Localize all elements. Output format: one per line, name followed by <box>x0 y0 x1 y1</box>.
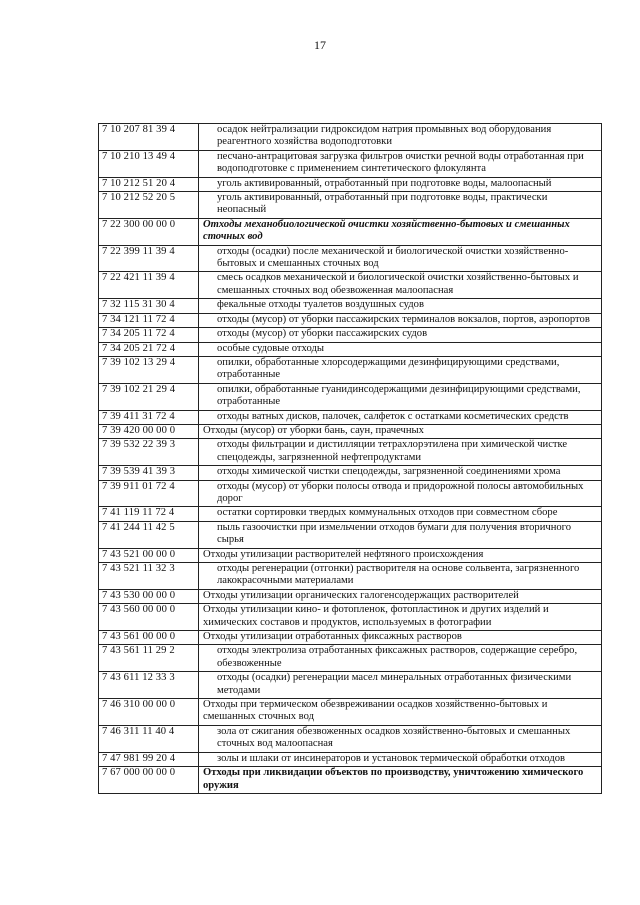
waste-code-cell: 7 39 911 01 72 4 <box>99 480 199 507</box>
waste-description-cell: пыль газоочистки при измельчении отходов бумаги для получения вторичного сырья <box>199 521 602 548</box>
waste-code-cell: 7 47 981 99 20 4 <box>99 752 199 766</box>
waste-code-cell: 7 39 539 41 39 3 <box>99 466 199 480</box>
table-body <box>99 124 602 794</box>
waste-codes-table <box>98 123 602 794</box>
waste-description-cell: Отходы механобиологической очистки хозяйственно-бытовых и смешанных сточных вод <box>199 218 602 245</box>
waste-code-cell: 7 41 244 11 42 5 <box>99 521 199 548</box>
waste-code-cell: 7 39 532 22 39 3 <box>99 439 199 466</box>
waste-description-cell: отходы (мусор) от уборки пассажирских судов <box>199 328 602 342</box>
table-row <box>99 192 602 219</box>
waste-description-cell: фекальные отходы туалетов воздушных судов <box>199 299 602 313</box>
waste-code-cell: 7 43 561 00 00 0 <box>99 631 199 645</box>
table-row <box>99 272 602 299</box>
waste-code-cell: 7 32 115 31 30 4 <box>99 299 199 313</box>
table-row <box>99 672 602 699</box>
waste-code-cell: 7 43 560 00 00 0 <box>99 604 199 631</box>
waste-code-cell: 7 43 521 11 32 3 <box>99 563 199 590</box>
waste-description-cell: Отходы (мусор) от уборки бань, саун, прачечных <box>199 424 602 438</box>
waste-description-cell: Отходы утилизации кино- и фотопленок, фотопластинок и других изделий и химических составов и продуктов, используемых в фотографии <box>199 604 602 631</box>
table-row <box>99 124 602 151</box>
waste-code-cell: 7 10 210 13 49 4 <box>99 150 199 177</box>
waste-code-cell: 7 41 119 11 72 4 <box>99 507 199 521</box>
waste-code-cell: 7 39 420 00 00 0 <box>99 424 199 438</box>
waste-code-cell: 7 43 611 12 33 3 <box>99 672 199 699</box>
table-row <box>99 328 602 342</box>
waste-code-cell: 7 39 102 13 29 4 <box>99 356 199 383</box>
waste-description-cell: песчано-антрацитовая загрузка фильтров очистки речной воды отработанная при водоподготовке с применением синтетического флокулянта <box>199 150 602 177</box>
waste-code-cell: 7 43 530 00 00 0 <box>99 589 199 603</box>
table-row <box>99 313 602 327</box>
waste-code-cell: 7 39 411 31 72 4 <box>99 410 199 424</box>
waste-description-cell: зола от сжигания обезвоженных осадков хозяйственно-бытовых и смешанных сточных вод малоопасная <box>199 725 602 752</box>
waste-description-cell: особые судовые отходы <box>199 342 602 356</box>
table-row <box>99 150 602 177</box>
table-row <box>99 218 602 245</box>
waste-code-cell: 7 43 521 00 00 0 <box>99 548 199 562</box>
table-row <box>99 521 602 548</box>
table-row <box>99 177 602 191</box>
table-row <box>99 604 602 631</box>
table-row <box>99 383 602 410</box>
waste-description-cell: отходы (осадки) регенерации масел минеральных отработанных физическими методами <box>199 672 602 699</box>
table-row <box>99 342 602 356</box>
table-row <box>99 645 602 672</box>
waste-description-cell: отходы (осадки) после механической и биологической очистки хозяйственно-бытовых и смешанных сточных вод <box>199 245 602 272</box>
table-row <box>99 563 602 590</box>
table-row <box>99 424 602 438</box>
table-row <box>99 245 602 272</box>
waste-code-cell: 7 34 205 21 72 4 <box>99 342 199 356</box>
waste-code-cell: 7 46 310 00 00 0 <box>99 699 199 726</box>
waste-code-cell: 7 10 207 81 39 4 <box>99 124 199 151</box>
table-row <box>99 410 602 424</box>
waste-code-cell: 7 43 561 11 29 2 <box>99 645 199 672</box>
table-row <box>99 299 602 313</box>
waste-code-cell: 7 46 311 11 40 4 <box>99 725 199 752</box>
table-row <box>99 480 602 507</box>
table-row <box>99 725 602 752</box>
waste-code-cell: 7 34 121 11 72 4 <box>99 313 199 327</box>
table-row <box>99 589 602 603</box>
waste-description-cell: уголь активированный, отработанный при подготовке воды, малоопасный <box>199 177 602 191</box>
table-row <box>99 699 602 726</box>
table-row <box>99 548 602 562</box>
waste-description-cell: золы и шлаки от инсинераторов и установок термической обработки отходов <box>199 752 602 766</box>
page-number: 17 <box>314 38 326 52</box>
waste-description-cell: отходы ватных дисков, палочек, салфеток с остатками косметических средств <box>199 410 602 424</box>
waste-description-cell: уголь активированный, отработанный при подготовке воды, практически неопасный <box>199 192 602 219</box>
waste-code-cell: 7 22 300 00 00 0 <box>99 218 199 245</box>
waste-description-cell: остатки сортировки твердых коммунальных отходов при совместном сборе <box>199 507 602 521</box>
waste-code-cell: 7 22 399 11 39 4 <box>99 245 199 272</box>
waste-description-cell: Отходы утилизации растворителей нефтяного происхождения <box>199 548 602 562</box>
waste-description-cell: отходы регенерации (отгонки) растворителя на основе сольвента, загрязненного лакокрасочными материалами <box>199 563 602 590</box>
waste-description-cell: опилки, обработанные хлорсодержащими дезинфицирующими средствами, отработанные <box>199 356 602 383</box>
waste-description-cell: отходы (мусор) от уборки полосы отвода и придорожной полосы автомобильных дорог <box>199 480 602 507</box>
waste-code-cell: 7 67 000 00 00 0 <box>99 767 199 794</box>
waste-code-cell: 7 22 421 11 39 4 <box>99 272 199 299</box>
waste-code-cell: 7 10 212 52 20 5 <box>99 192 199 219</box>
table-row <box>99 631 602 645</box>
waste-description-cell: отходы электролиза отработанных фиксажных растворов, содержащие серебро, обезвоженные <box>199 645 602 672</box>
waste-description-cell: Отходы утилизации органических галогенсодержащих растворителей <box>199 589 602 603</box>
waste-description-cell: Отходы при ликвидации объектов по производству, уничтожению химического оружия <box>199 767 602 794</box>
table-row <box>99 466 602 480</box>
waste-description-cell: отходы (мусор) от уборки пассажирских терминалов вокзалов, портов, аэропортов <box>199 313 602 327</box>
waste-description-cell: Отходы утилизации отработанных фиксажных растворов <box>199 631 602 645</box>
waste-description-cell: отходы химической чистки спецодежды, загрязненной соединениями хрома <box>199 466 602 480</box>
table-row <box>99 439 602 466</box>
waste-code-cell: 7 34 205 11 72 4 <box>99 328 199 342</box>
table-row <box>99 507 602 521</box>
table-row <box>99 767 602 794</box>
waste-description-cell: Отходы при термическом обезвреживании осадков хозяйственно-бытовых и смешанных сточных вод <box>199 699 602 726</box>
waste-description-cell: смесь осадков механической и биологической очистки хозяйственно-бытовых и смешанных сточных вод обезвоженная малоопасная <box>199 272 602 299</box>
waste-code-cell: 7 39 102 21 29 4 <box>99 383 199 410</box>
waste-description-cell: осадок нейтрализации гидроксидом натрия промывных вод оборудования реагентного хозяйства водоподготовки <box>199 124 602 151</box>
waste-description-cell: отходы фильтрации и дистилляции тетрахлорэтилена при химической чистке спецодежды, загрязненной нефтепродуктами <box>199 439 602 466</box>
waste-code-cell: 7 10 212 51 20 4 <box>99 177 199 191</box>
table-row <box>99 752 602 766</box>
table-row <box>99 356 602 383</box>
waste-description-cell: опилки, обработанные гуанидинсодержащими дезинфицирующими средствами, отработанные <box>199 383 602 410</box>
